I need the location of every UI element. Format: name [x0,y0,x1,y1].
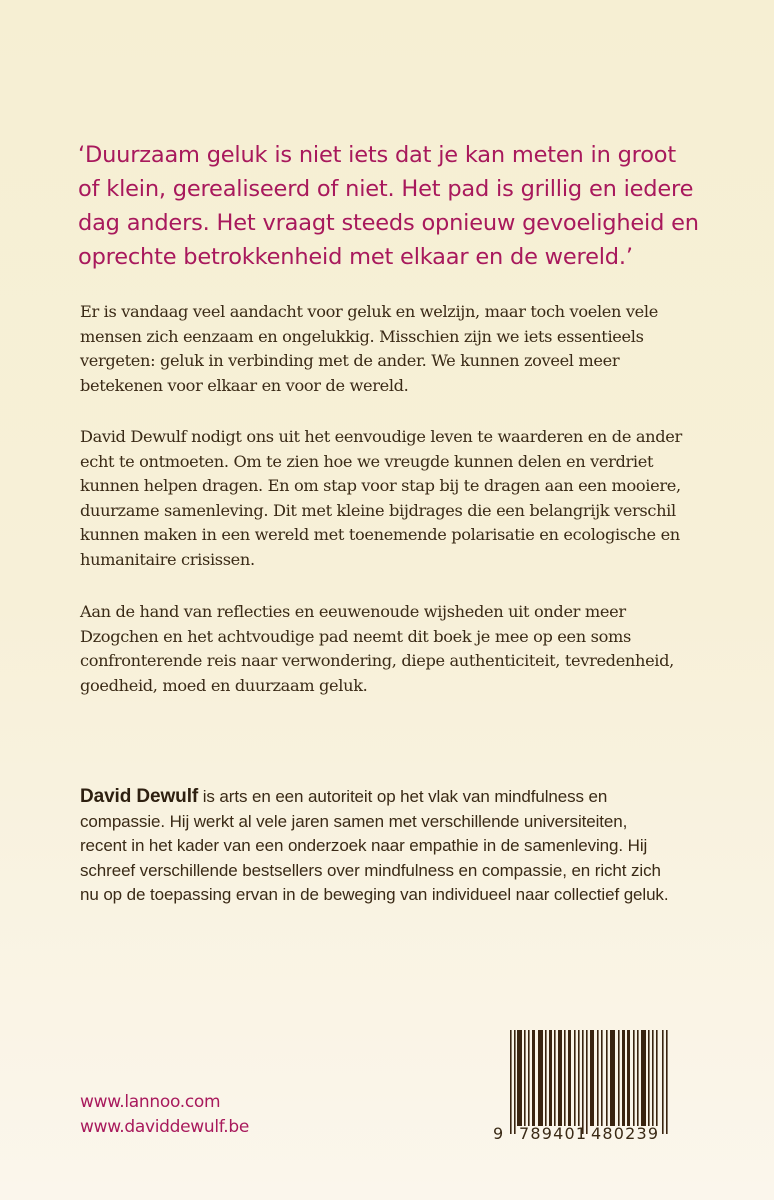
isbn-right-group: 480239 [591,1124,660,1143]
text-line: humanitaire crisissen. [80,549,255,569]
bio-line: compassie. Hij werkt al vele jaren samen met verschillende universiteiten, [80,811,628,831]
text-line: Aan de hand van reflecties en eeuwenoude wijsheden uit onder meer [80,602,626,621]
text-line: confronterende reis naar verwondering, diepe authenticiteit, tevredenheid, [80,651,674,670]
quote-line: dag anders. Het vraagt steeds opnieuw gevoeligheid en [78,210,699,236]
website-links [80,1090,249,1140]
text-line: betekenen voor elkaar en voor de wereld. [80,375,409,395]
author-bio [80,785,720,908]
description-paragraph-2 [80,425,720,572]
text-line: Dzogchen en het achtvoudige pad neemt dit boek je mee op een soms [80,626,631,646]
description-paragraph-3 [80,600,720,698]
bio-line: recent in het kader van een onderzoek naar empathie in de samenleving. Hij [80,836,648,855]
text-line: kunnen helpen dragen. En om stap voor stap bij te dragen aan een mooiere, [80,476,681,495]
text-line: mensen zich eenzaam en ongelukkig. Misschien zijn we iets essentieels [80,326,644,346]
isbn-lead-digit: 9 [493,1124,505,1143]
text-line: David Dewulf nodigt ons uit het eenvoudige leven te waarderen en de ander [80,427,682,446]
quote-line: of klein, gerealiseerd of niet. Het pad is grillig en iedere [78,176,694,202]
bio-line: nu op de toepassing ervan in de beweging van individueel naar collectief geluk. [80,885,669,904]
quote-line: oprechte betrokkenheid met elkaar en de wereld.’ [78,244,633,270]
text-line: Er is vandaag veel aandacht voor geluk en welzijn, maar toch voelen vele [80,302,658,321]
text-line: goedheid, moed en duurzaam geluk. [80,675,368,695]
text-line: vergeten: geluk in verbinding met de ander. We kunnen zoveel meer [80,351,620,370]
text-line: echt te ontmoeten. Om te zien hoe we vreugde kunnen delen en verdriet [80,451,654,471]
text-line: kunnen maken in een wereld met toenemende polarisatie en ecologische en [80,525,680,544]
author-website-link[interactable]: www.daviddewulf.be [80,1117,249,1137]
publisher-website-link[interactable]: www.lannoo.com [80,1092,221,1112]
bio-first-line [80,785,720,810]
bio-line: schreef verschillende bestsellers over mindfulness en compassie, en richt zich [80,860,661,880]
text-line: duurzame samenleving. Dit met kleine bijdrages die een belangrijk verschil [80,500,676,520]
description-paragraph-1 [80,300,720,398]
isbn-left-group: 789401 [519,1124,588,1143]
author-name: David Dewulf [80,786,199,807]
quote-line: ‘Duurzaam geluk is niet iets dat je kan meten in groot [78,142,676,168]
bio-first-line-text: is arts en een autoriteit op het vlak van mindfulness en [198,787,608,806]
pull-quote [78,138,698,274]
